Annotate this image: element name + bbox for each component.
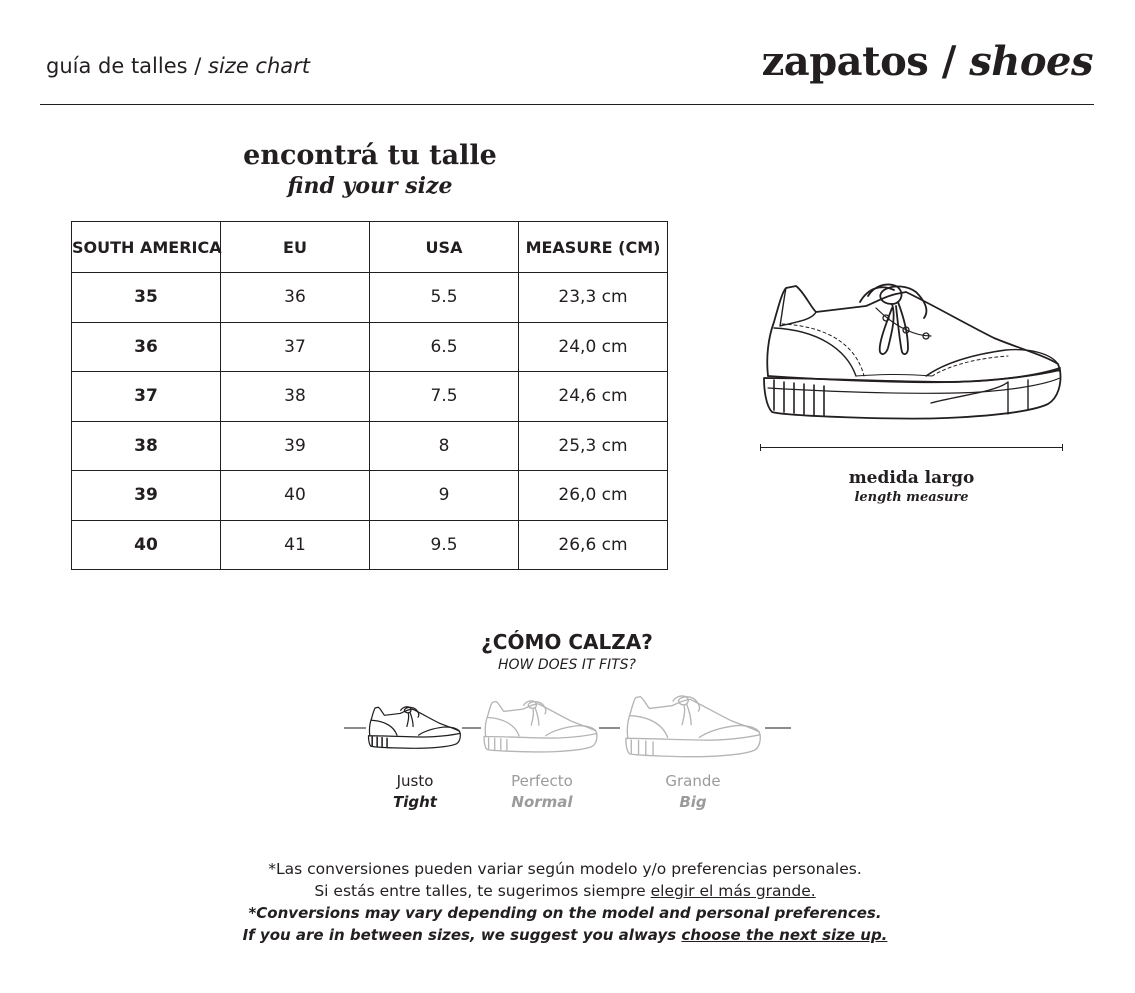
table-header-cell: MEASURE (CM) — [519, 222, 668, 273]
table-row — [72, 421, 668, 471]
table-header-cell: USA — [370, 222, 519, 273]
table-cell: 37 — [221, 322, 370, 372]
table-cell: 8 — [370, 421, 519, 471]
table-cell: 35 — [72, 273, 221, 323]
page-title — [762, 38, 1093, 85]
table-cell: 38 — [72, 421, 221, 471]
find-size-title: encontrá tu talle — [243, 140, 497, 171]
fit-option-label-en: Normal — [511, 793, 573, 811]
note-emphasis: choose the next size up. — [681, 926, 888, 944]
table-cell: 38 — [221, 372, 370, 422]
fit-option-label-es: Justo — [396, 772, 434, 790]
sneaker-icon — [481, 698, 599, 760]
note-text: Si estás entre talles, te sugerimos siempre — [314, 882, 651, 900]
measure-label-en: length measure — [854, 490, 969, 505]
table-row — [72, 471, 668, 521]
table-cell: 39 — [72, 471, 221, 521]
table-row — [72, 322, 668, 372]
table-cell: 9.5 — [370, 520, 519, 570]
table-cell: 36 — [221, 273, 370, 323]
table-cell: 41 — [221, 520, 370, 570]
fit-option-normal — [472, 771, 612, 813]
note-line — [200, 924, 930, 946]
table-cell: 26,6 cm — [519, 520, 668, 570]
fit-subtitle: HOW DOES IT FITS? — [497, 657, 636, 673]
page-title-es: zapatos / — [761, 38, 956, 85]
table-cell: 36 — [72, 322, 221, 372]
table-cell: 25,3 cm — [519, 421, 668, 471]
header-divider — [40, 104, 1094, 105]
fit-option-label-es: Grande — [665, 772, 721, 790]
measure-label: medida largo — [848, 468, 975, 488]
table-cell: 24,0 cm — [519, 322, 668, 372]
table-cell: 23,3 cm — [519, 273, 668, 323]
sneaker-icon — [366, 703, 462, 757]
note-text: If you are in between sizes, we suggest you always — [242, 926, 682, 944]
fit-option-label-en: Big — [679, 793, 707, 811]
table-cell: 37 — [72, 372, 221, 422]
header-left — [46, 54, 310, 78]
note-line: *Las conversiones pueden variar según modelo y/o preferencias personales. — [268, 860, 862, 878]
table-cell: 40 — [72, 520, 221, 570]
fit-title: ¿CÓMO CALZA? — [481, 630, 653, 654]
disclaimer-notes — [200, 858, 930, 946]
table-header-cell: EU — [221, 222, 370, 273]
table-row — [72, 273, 668, 323]
table-cell: 26,0 cm — [519, 471, 668, 521]
fit-option-label-en: Tight — [393, 793, 437, 811]
table-cell: 9 — [370, 471, 519, 521]
table-cell: 5.5 — [370, 273, 519, 323]
fit-option-tight — [345, 771, 485, 813]
table-row — [72, 520, 668, 570]
table-cell: 24,6 cm — [519, 372, 668, 422]
note-line: *Conversions may vary depending on the model and personal preferences. — [248, 904, 882, 922]
table-cell: 7.5 — [370, 372, 519, 422]
length-measure-line — [760, 447, 1063, 448]
table-cell: 39 — [221, 421, 370, 471]
note-emphasis: elegir el más grande. — [650, 882, 816, 900]
header-left-es: guía de talles / — [46, 54, 202, 78]
sneaker-icon — [756, 278, 1066, 432]
sneaker-icon — [620, 693, 765, 765]
find-size-subtitle: find your size — [287, 173, 453, 199]
fit-option-label-es: Perfecto — [511, 772, 573, 790]
header-left-en: size chart — [208, 54, 311, 78]
page-title-en: shoes — [969, 38, 1093, 85]
size-table — [71, 221, 668, 570]
table-cell: 40 — [221, 471, 370, 521]
table-header-row — [72, 222, 668, 273]
table-cell: 6.5 — [370, 322, 519, 372]
table-header-cell: SOUTH AMERICA — [72, 222, 221, 273]
fit-option-big — [623, 771, 763, 813]
table-row — [72, 372, 668, 422]
note-line — [200, 880, 930, 902]
